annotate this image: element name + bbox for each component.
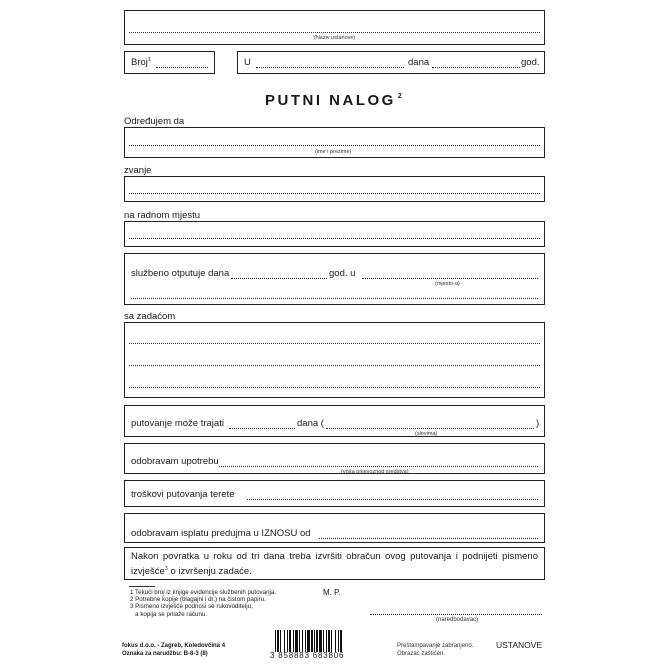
footnote-4: a kopija se prilaže računu. (130, 610, 208, 618)
legal-line-1: Preštampavanje zabranjeno. (397, 643, 474, 649)
otputuje-date-line[interactable] (231, 278, 327, 279)
institution-line[interactable] (129, 32, 540, 33)
notice-text (131, 551, 538, 578)
mjesto-caption: (mjesto-a) (435, 281, 460, 287)
barcode (275, 630, 370, 652)
radno-mjesto-box (124, 221, 545, 247)
institution-box (124, 10, 545, 45)
troskovi-box (124, 480, 545, 507)
name-line[interactable] (129, 145, 540, 146)
predujam-box (124, 513, 545, 543)
zvanje-line[interactable] (129, 193, 540, 194)
troskovi-line[interactable] (247, 499, 538, 500)
zadacom-line-2[interactable] (129, 365, 540, 366)
zadacom-line-3[interactable] (129, 387, 540, 388)
u-label: U (244, 57, 251, 68)
otputuje-box (124, 253, 545, 305)
footnote-2: 2 Potrebne kopije (blagajni i dr.) na čistom papiru. (130, 596, 266, 604)
ime-caption: (ime i prezime) (315, 149, 352, 155)
troskovi-label: troškovi putovanja terete (131, 489, 235, 500)
footnote-1: 1 Tekući broj iz knjige evidencije službenih putovanja. (130, 589, 277, 596)
barcode-number: 3 858883 683806 (270, 651, 345, 660)
radno-mjesto-label: na radnom mjestu (124, 210, 201, 221)
trajati-words-line[interactable] (326, 428, 534, 429)
name-box (124, 127, 545, 158)
radno-mjesto-line[interactable] (129, 238, 540, 239)
otputuje-place-line-2[interactable] (131, 298, 538, 299)
ustanove-label: USTANOVE (496, 640, 543, 650)
legal-text (397, 643, 473, 658)
trajati-box (124, 405, 545, 437)
zvanje-box (124, 176, 545, 202)
otputuje-god-label: god. u (329, 268, 356, 279)
notice-line-2: izvješće$^3$ o izvršenju zadaće. (131, 566, 252, 578)
zadacom-line-1[interactable] (129, 343, 540, 344)
footnote-rule (129, 586, 155, 587)
predujam-label: odobravam isplatu predujma u IZNOSU od (131, 528, 311, 539)
notice-line-1: Nakon povratka u roku od tri dana treba izvršiti obračun ovog putovanja i podnijeti pismeno (131, 551, 538, 562)
trajati-dana-label: dana ( (297, 418, 324, 429)
upotrebu-line[interactable] (219, 466, 538, 467)
zadacom-label: sa zadaćom (124, 311, 176, 322)
mp-label: M. P. (323, 588, 341, 597)
place-line[interactable] (256, 67, 404, 68)
otputuje-place-line[interactable] (362, 278, 538, 279)
footnotes (130, 589, 276, 618)
odredujem-label: Određujem da (124, 116, 185, 127)
broj-line[interactable] (156, 67, 208, 68)
upotrebu-label: odobravam upotrebu (131, 456, 219, 467)
trajati-label: putovanje može trajati (131, 418, 224, 429)
trajati-close: ) (536, 418, 540, 429)
zvanje-label: zvanje (124, 165, 152, 176)
dana-label: dana (408, 57, 430, 68)
date-line[interactable] (432, 67, 520, 68)
naredbodavac-line[interactable] (370, 614, 542, 615)
publisher-line-2: Oznaka za narudžbu: B-8-3 (8) (122, 650, 208, 657)
broj-label: Broj$^1$ (131, 57, 151, 69)
publisher-info (122, 643, 225, 658)
zadacom-box (124, 322, 545, 398)
legal-line-2: Obrazac zaštićen. (397, 650, 446, 657)
otputuje-label: službeno otputuje dana (131, 268, 230, 279)
place-date-box (237, 51, 545, 74)
upotrebu-box (124, 443, 545, 474)
naredbodavac-caption: (naredbodavac) (436, 617, 479, 623)
broj-box (124, 51, 215, 74)
predujam-line[interactable] (319, 538, 538, 539)
prijevozno-caption: (vrsta prijevoznog sredstva) (341, 469, 409, 475)
institution-caption: (Naziv ustanove) (314, 35, 356, 41)
publisher-line-1: fokus d.o.o. - Zagreb, Koledovčina 4 (122, 643, 226, 649)
trajati-days-line[interactable] (229, 428, 295, 429)
barcode-gap (342, 630, 343, 652)
footnote-3: 3 Pismeno izvješće podnosi se rukovoditelju, (130, 603, 253, 611)
slovima-caption: (slovima) (415, 431, 438, 437)
notice-box (124, 547, 545, 580)
form-title: PUTNI NALOG $^2$ (265, 92, 402, 109)
god-label: god. (521, 57, 540, 68)
